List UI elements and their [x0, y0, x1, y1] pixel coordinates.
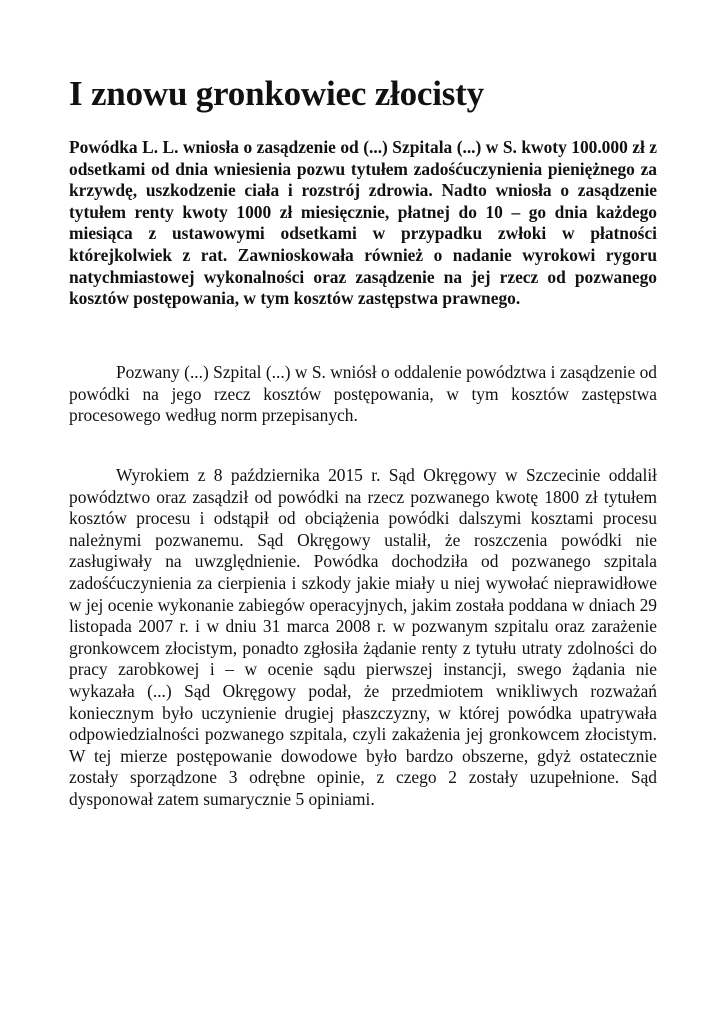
- body-paragraph-court-judgment: Wyrokiem z 8 października 2015 r. Sąd Okręgowy w Szczecinie oddalił powództwo oraz zasądził od powódki na rzecz pozwanego kwotę 1800 zł tytułem kosztów procesu i odstąpił od obciążenia powódki dalszymi kosztami procesu należnymi pozwanemu. Sąd Okręgowy ustalił, że roszczenia powódki nie zasługiwały na uwzględnienie. Powódka dochodziła od pozwanego szpitala zadośćuczynienia za cierpienia i szkody jakie miały u niej wywołać nieprawidłowe w jej ocenie wykonanie zabiegów operacyjnych, jakim została poddana w dniach 29 listopada 2007 r. i w dniu 31 marca 2008 r. w pozwanym szpitalu oraz zarażenie gronkowcem złocistym, ponadto zgłosiła żądanie renty z tytułu utraty zdolności do pracy zarobkowej i – w ocenie sądu pierwszej instancji, swego żądania nie wykazała (...) Sąd Okręgowy podał, że przedmiotem wnikliwych rozważań koniecznym było uczynienie drugiej płaszczyzny, w której powódka upatrywała odpowiedzialności pozwanego szpitala, czyli zakażenia jej gronkowcem złocistym. W tej mierze postępowanie dowodowe było bardzo obszerne, gdyż ostatecznie zostały sporządzone 3 odrębne opinie, z czego 2 zostały uzupełnione. Sąd dysponował zatem sumarycznie 5 opiniami.: [69, 465, 657, 809]
- lead-paragraph: Powódka L. L. wniosła o zasądzenie od (...) Szpitala (...) w S. kwoty 100.000 zł z odsetkami od dnia wniesienia pozwu tytułem zadośćuczynienia pieniężnego za krzywdę, uszkodzenie ciała i rozstrój zdrowia. Nadto wniosła o zasądzenie tytułem renty kwoty 1000 zł miesięcznie, płatnej do 10 – go dnia każdego miesiąca z ustawowymi odsetkami w przypadku zwłoki w płatności którejkolwiek z rat. Zawnioskowała również o nadanie wyrokowi rygoru natychmiastowej wykonalności oraz zasądzenie na jej rzecz od pozwanego kosztów postępowania, w tym kosztów zastępstwa prawnego.: [69, 137, 657, 309]
- body-paragraph-defendant-response: Pozwany (...) Szpital (...) w S. wniósł o oddalenie powództwa i zasądzenie od powódki na jego rzecz kosztów postępowania, w tym kosztów zastępstwa procesowego według norm przepisanych.: [69, 362, 657, 426]
- document-title: I znowu gronkowiec złocisty: [69, 74, 484, 113]
